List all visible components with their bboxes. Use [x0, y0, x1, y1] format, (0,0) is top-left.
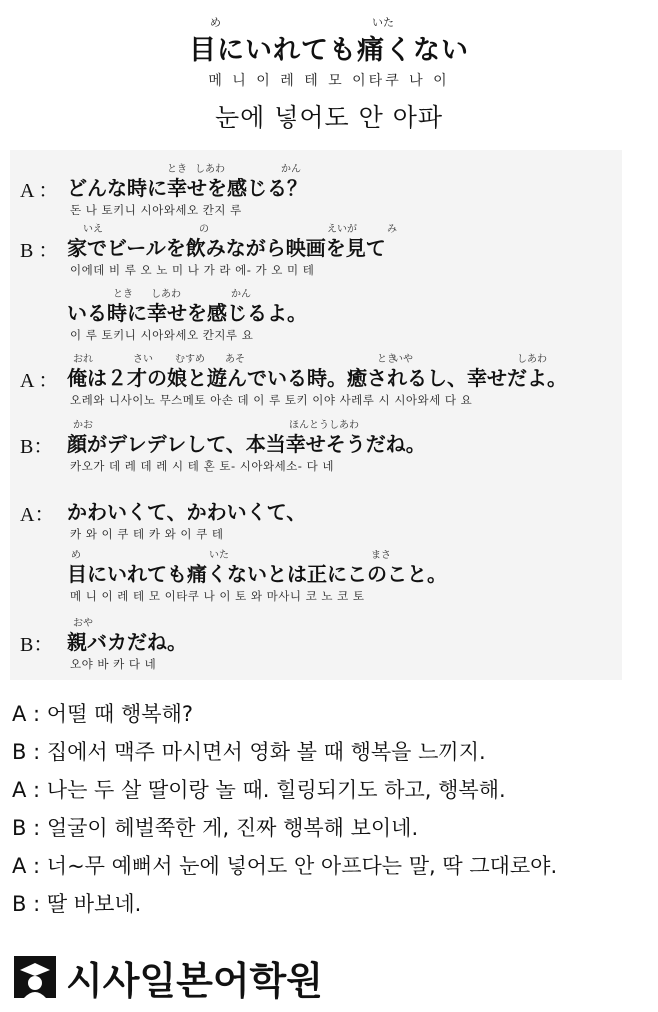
translation-line: A : 나는 두 살 딸이랑 놀 때. 힐링되기도 하고, 행복해.: [12, 778, 506, 802]
japanese-sentence: 顔がデレデレして、本当幸せそうだね。: [67, 432, 426, 456]
title-korean: 눈에 넣어도 안 아파: [214, 103, 444, 132]
furigana: えいが: [327, 224, 357, 235]
page-title: 目にいれても痛くない: [189, 35, 469, 66]
korean-reading: 이에데 비 루 오 노 미 나 가 라 에- 가 오 미 테: [70, 263, 315, 277]
furigana: しあわ: [517, 354, 547, 365]
speaker-label: B ：: [20, 240, 59, 262]
furigana: おや: [73, 618, 93, 629]
title-block: [0, 18, 658, 134]
furigana: ほんとうしあわ: [289, 420, 359, 431]
furigana: かん: [281, 164, 301, 175]
dialogue-line: [10, 354, 622, 420]
korean-reading: 카오가 데 레 데 레 시 테 혼 토- 시아와세소- 다 네: [70, 459, 334, 473]
furigana: かん: [231, 289, 251, 300]
academy-name: 시사일본어학원: [66, 958, 323, 1003]
furigana: あそ: [225, 354, 245, 365]
korean-reading: 오야 바 카 다 네: [70, 657, 157, 671]
title-ruby-me: め: [210, 16, 221, 29]
furigana: み: [387, 224, 397, 235]
korean-reading: 이 루 토키니 시아와세오 칸지루 요: [70, 328, 254, 342]
speaker-label: A ：: [20, 370, 59, 392]
dialogue-line: [10, 420, 622, 486]
dialogue-line: [10, 496, 622, 554]
academy-logo: [14, 952, 323, 1002]
furigana: いえ: [83, 224, 103, 235]
korean-translation: [12, 700, 652, 928]
japanese-sentence: かわいくて、かわいくて、: [67, 500, 307, 524]
japanese-sentence: いる時に幸せを感じるよ。: [67, 301, 307, 325]
title-ruby-ita: いた: [372, 16, 394, 29]
translation-line: A : 어떨 때 행복해?: [12, 702, 194, 726]
furigana: しあわ: [195, 164, 225, 175]
dialogue-line: [10, 224, 622, 290]
furigana: の: [199, 224, 209, 235]
japanese-sentence: どんな時に幸せを感じる？: [67, 176, 307, 200]
translation-line: B : 얼굴이 헤벌쭉한 게, 진짜 행복해 보이네.: [12, 816, 419, 840]
furigana: しあわ: [151, 289, 181, 300]
furigana: め: [71, 550, 81, 561]
furigana: とき: [113, 289, 133, 300]
speaker-label: A：: [20, 504, 55, 526]
korean-reading: 카 와 이 쿠 테 카 와 이 쿠 테: [70, 527, 224, 541]
furigana: かお: [73, 420, 93, 431]
furigana: さい: [133, 354, 153, 365]
furigana: まさ: [371, 550, 391, 561]
dialogue-line: [10, 550, 622, 616]
japanese-sentence: 家でビールを飲みながら映画を見て: [67, 236, 386, 260]
japanese-sentence: 俺は２才の娘と遊んでいる時。癒されるし、幸せだよ。: [67, 366, 567, 390]
korean-reading: 메 니 이 레 테 모 이타쿠 나 이 토 와 마사니 코 노 코 토: [70, 589, 365, 603]
furigana: いた: [209, 550, 229, 561]
translation-line: B : 딸 바보네.: [12, 892, 142, 916]
dialogue-panel: [10, 150, 622, 680]
korean-reading: 오레와 니사이노 무스메토 아손 데 이 루 토키 이야 사레루 시 시아와세 다 요: [70, 393, 473, 407]
graduate-icon: [14, 956, 56, 998]
title-reading: 메 니 이 레 테 모 이타쿠 나 이: [208, 73, 450, 89]
speaker-label: B：: [20, 436, 54, 458]
furigana: おれ: [73, 354, 93, 365]
japanese-sentence: 親バカだね。: [67, 630, 187, 654]
speaker-label: B：: [20, 634, 54, 656]
dialogue-line: [10, 618, 622, 684]
furigana: とき: [167, 164, 187, 175]
translation-line: A : 너~무 예뻐서 눈에 넣어도 안 아프다는 말, 딱 그대로야.: [12, 854, 558, 878]
korean-reading: 돈 나 토키니 시아와세오 칸지 루: [70, 203, 242, 217]
translation-line: B : 집에서 맥주 마시면서 영화 볼 때 행복을 느끼지.: [12, 740, 486, 764]
speaker-label: A ：: [20, 180, 59, 202]
furigana: いや: [393, 354, 413, 365]
furigana: とき: [377, 354, 397, 365]
furigana: むすめ: [175, 354, 205, 365]
japanese-sentence: 目にいれても痛くないとは正にこのこと。: [67, 562, 447, 586]
dialogue-line: [10, 289, 622, 355]
